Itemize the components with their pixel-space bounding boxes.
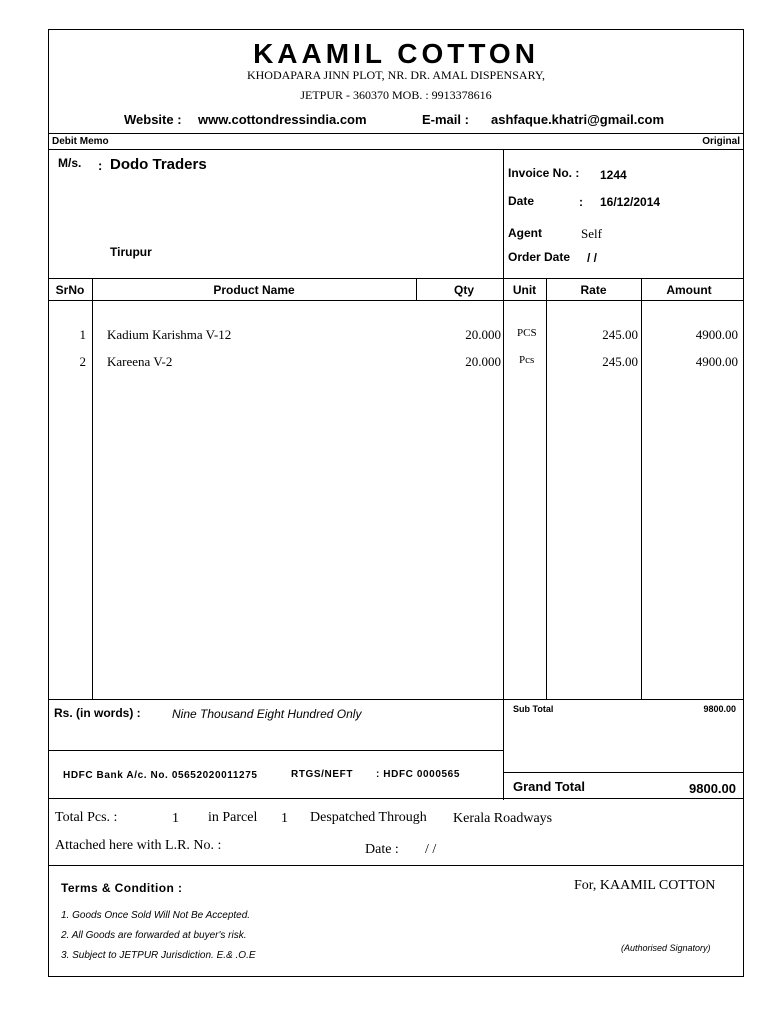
order-date: / / bbox=[587, 251, 598, 265]
customer-city: Tirupur bbox=[110, 245, 152, 259]
customer-sep: : bbox=[98, 158, 103, 173]
lr-date-label: Date : bbox=[365, 842, 399, 857]
col-header-rate: Rate bbox=[580, 283, 607, 297]
col-header-srno: SrNo bbox=[55, 283, 85, 297]
divider bbox=[48, 300, 744, 301]
parcel-label: in Parcel bbox=[208, 810, 258, 825]
company-name: KAAMIL COTTON bbox=[253, 38, 539, 69]
term-item: 2. All Goods are forwarded at buyer's risk. bbox=[61, 930, 247, 941]
words-label: Rs. (in words) : bbox=[54, 706, 141, 720]
despatched-through-label: Despatched Through bbox=[310, 810, 427, 825]
agent-value: Self bbox=[581, 226, 602, 241]
order-date-label: Order Date bbox=[508, 250, 571, 264]
table-cell-unit: PCS bbox=[517, 327, 537, 339]
words-value: Nine Thousand Eight Hundred Only bbox=[172, 707, 362, 721]
subtotal-value: 9800.00 bbox=[703, 704, 736, 714]
table-cell-product: Kareena V-2 bbox=[107, 354, 173, 369]
table-cell-product: Kadium Karishma V-12 bbox=[107, 327, 232, 342]
despatched-through-value: Kerala Roadways bbox=[453, 811, 553, 826]
company-address-line2: JETPUR - 360370 MOB. : 9913378616 bbox=[300, 88, 492, 102]
table-cell-rate: 245.00 bbox=[602, 354, 638, 369]
table-cell-qty: 20.000 bbox=[465, 327, 501, 342]
website-value[interactable]: www.cottondressindia.com bbox=[198, 112, 367, 127]
divider bbox=[48, 278, 744, 279]
rtgs-label: RTGS/NEFT bbox=[291, 769, 354, 780]
divider bbox=[546, 278, 547, 699]
col-header-amount: Amount bbox=[666, 283, 712, 297]
agent-label: Agent bbox=[508, 226, 542, 240]
total-pcs-label: Total Pcs. : bbox=[55, 810, 118, 825]
term-item: 3. Subject to JETPUR Jurisdiction. E.& .O.E bbox=[61, 950, 256, 961]
bank-account: HDFC Bank A/c. No. 05652020011275 bbox=[63, 770, 258, 781]
divider bbox=[641, 278, 642, 699]
col-header-qty: Qty bbox=[453, 283, 474, 297]
col-header-product: Product Name bbox=[213, 283, 295, 297]
ifsc-code: : HDFC 0000565 bbox=[376, 769, 460, 780]
divider bbox=[48, 750, 503, 751]
invoice-no-label: Invoice No. : bbox=[508, 166, 580, 180]
invoice-date-label: Date bbox=[508, 194, 535, 208]
company-address-line1: KHODAPARA JINN PLOT, NR. DR. AMAL DISPENSARY, bbox=[246, 68, 546, 82]
email-value[interactable]: ashfaque.khatri@gmail.com bbox=[491, 112, 665, 127]
subtotal-label: Sub Total bbox=[513, 704, 554, 714]
divider bbox=[48, 798, 744, 799]
table-cell-rate: 245.00 bbox=[602, 327, 638, 342]
invoice-no: 1244 bbox=[600, 168, 627, 182]
divider bbox=[503, 149, 504, 278]
parcel-value: 1 bbox=[281, 811, 288, 826]
lr-no-label: Attached here with L.R. No. : bbox=[55, 838, 222, 853]
col-header-unit: Unit bbox=[512, 283, 537, 297]
divider bbox=[503, 772, 744, 773]
invoice-date-sep: : bbox=[579, 195, 583, 209]
table-cell-amount: 4900.00 bbox=[695, 327, 738, 342]
table-cell-amount: 4900.00 bbox=[695, 354, 738, 369]
divider bbox=[48, 149, 744, 150]
divider bbox=[48, 699, 744, 700]
terms-title: Terms & Condition : bbox=[61, 881, 183, 895]
email-label: E-mail : bbox=[422, 112, 469, 127]
copy-type: Original bbox=[702, 136, 740, 147]
invoice-date: 16/12/2014 bbox=[600, 195, 661, 209]
term-item: 1. Goods Once Sold Will Not Be Accepted. bbox=[61, 910, 251, 921]
divider bbox=[503, 278, 504, 800]
divider bbox=[48, 865, 744, 866]
table-cell-srno: 2 bbox=[79, 354, 86, 369]
divider bbox=[48, 133, 744, 134]
customer-name: Dodo Traders bbox=[110, 156, 207, 173]
table-cell-unit: Pcs bbox=[519, 354, 535, 366]
grand-total-value: 9800.00 bbox=[689, 781, 736, 796]
authorised-signatory: (Authorised Signatory) bbox=[621, 943, 711, 953]
table-cell-qty: 20.000 bbox=[465, 354, 501, 369]
divider bbox=[92, 278, 93, 699]
website-label: Website : bbox=[124, 112, 182, 127]
memo-type: Debit Memo bbox=[52, 136, 109, 147]
customer-label: M/s. bbox=[58, 156, 82, 170]
for-company: For, KAAMIL COTTON bbox=[574, 878, 716, 893]
total-pcs-value: 1 bbox=[172, 811, 179, 826]
table-cell-srno: 1 bbox=[79, 327, 86, 342]
grand-total-label: Grand Total bbox=[513, 779, 585, 794]
lr-date-value: / / bbox=[425, 842, 437, 857]
